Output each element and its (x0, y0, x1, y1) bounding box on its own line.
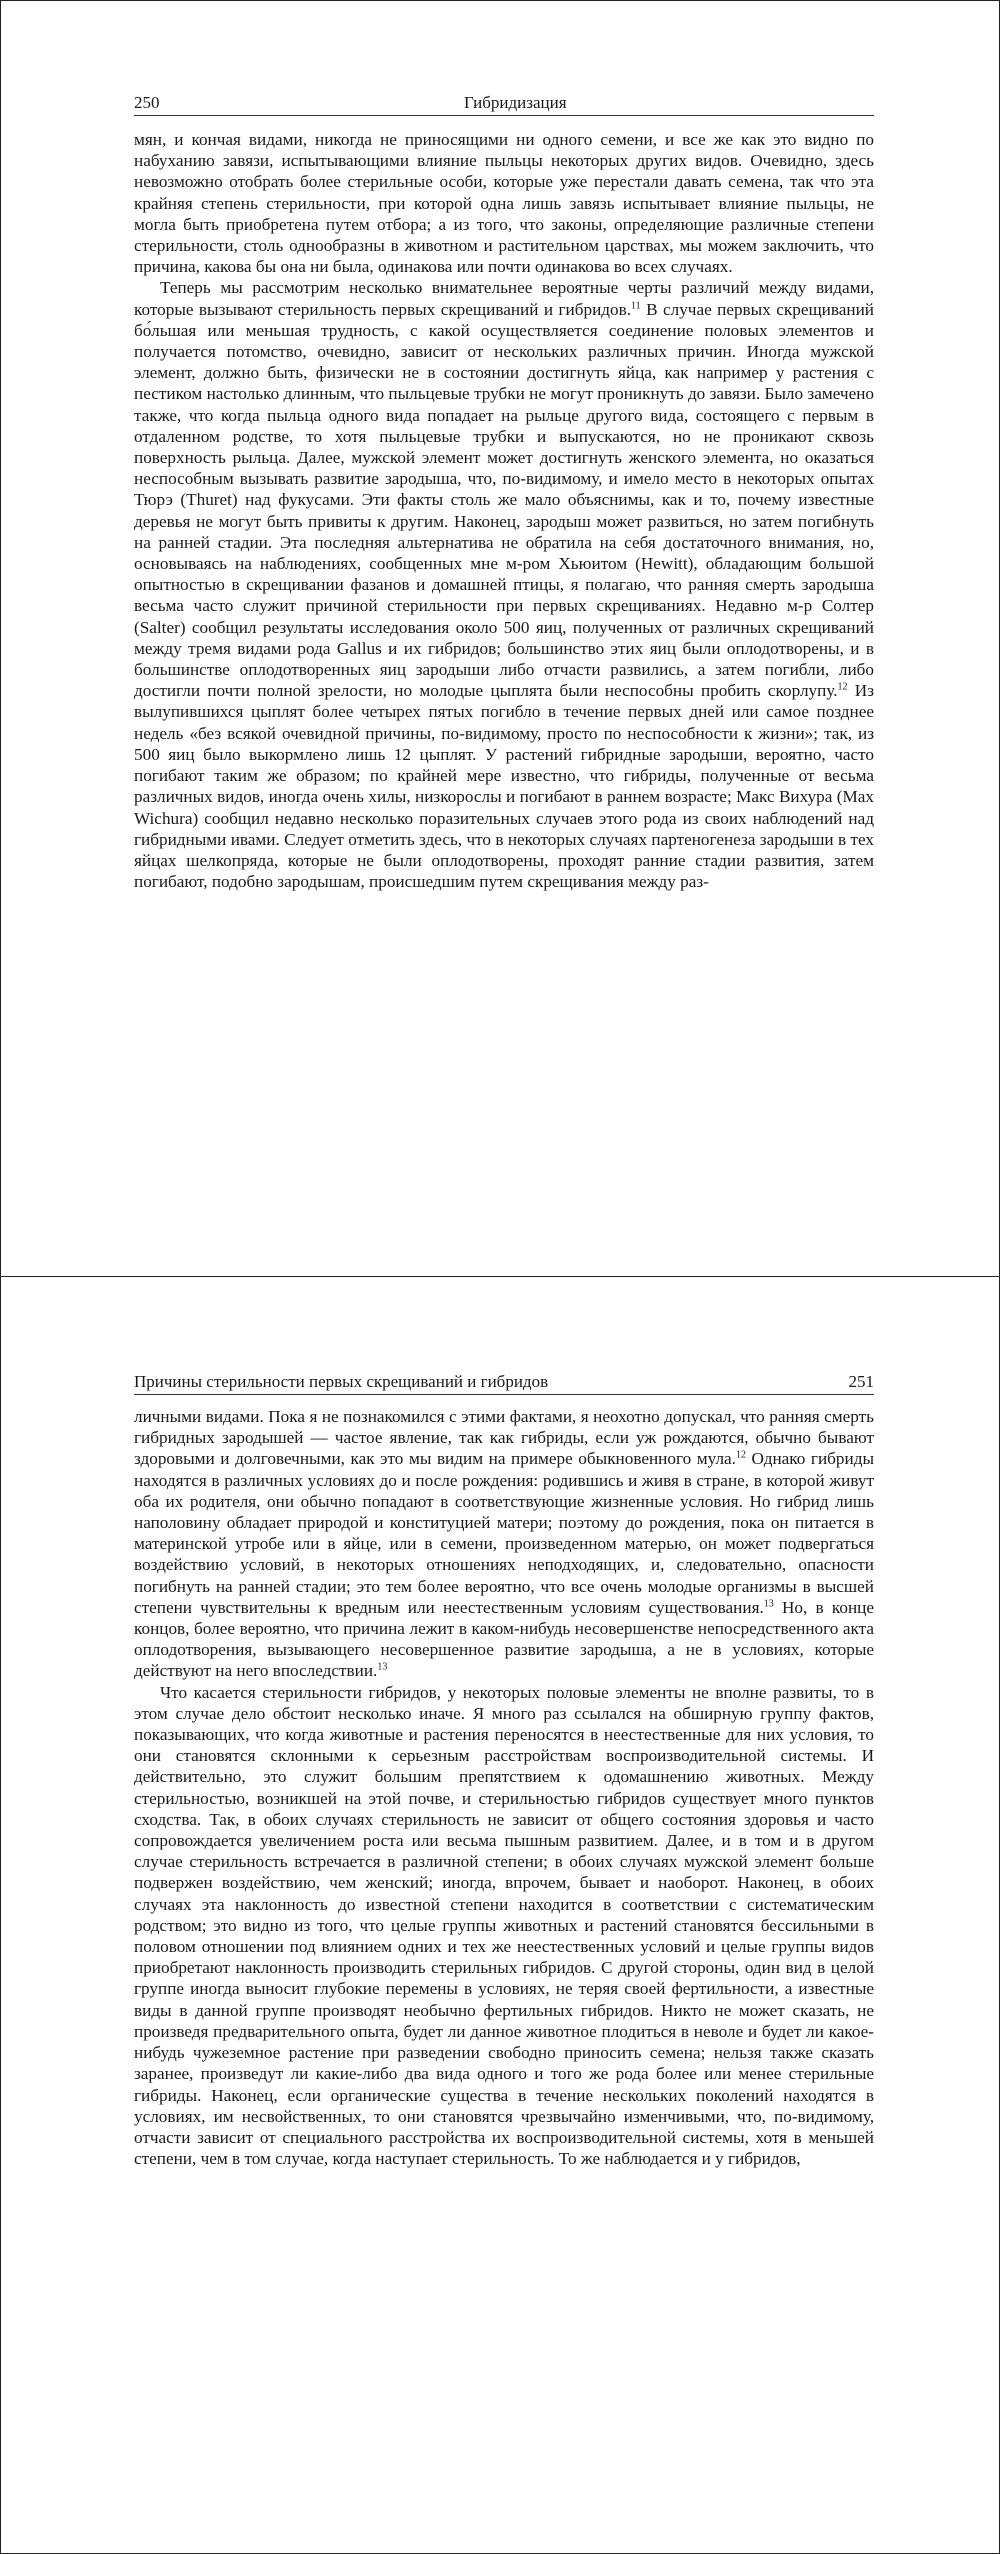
body-text (134, 1406, 874, 2169)
text-run: Однако гибриды находятся в различных условиях до и после рождения: родившись и живя в стране, в которой живут оба их родителя, они обычно попадают в соответствующие жизненные условия. Но гибрид лишь наполовину обладает природой и конституцией матери; поэтому до рождения, пока он питается в материнской утробе или в яйце, или в семени, произведенном матерью, он может подвергаться воздействию условий, в некоторых отношениях неподходящих, и, следовательно, опасности погибнуть на ранней стадии; это тем более вероятно, что все очень молодые организмы в высшей степени чувствительны к вредным или неестественным условиям существования. (134, 1449, 874, 1617)
paragraph (134, 1682, 874, 2170)
footnote-marker: 11 (631, 299, 641, 311)
text-run: В случае первых скрещиваний бо́льшая или меньшая трудность, с какой осуществляется соединение половых элементов и получается потомство, очевидно, зависит от нескольких различных причин. Иногда мужской элемент, должно быть, физически не в состоянии достигнуть яйца, как например у растения с пестиком настолько длинным, что пыльцевые трубки не могут проникнуть до завязи. Было замечено также, что когда пыльца одного вида попадает на рыльце другого вида, состоящего с первым в отдаленном родстве, то хотя пыльцевые трубки и выпускаются, но не проникают сквозь поверхность рыльца. Далее, мужской элемент может достигнуть женского элемента, но оказаться неспособным вызывать развитие зародыша, что, по-видимому, и имело место в некоторых опытах Тюрэ (Thuret) над фукусами. Эти факты столь же мало объяснимы, как и то, почему известные деревья не могут быть привиты к другим. Наконец, зародыш может развиться, но затем погибнуть на ранней стадии. Эта последняя альтернатива не обратила на себя достаточного внимания, но, основываясь на наблюдениях, сообщенных мне м-ром Хьюитом (Hewitt), обладающим большой опытностью в скрещивании фазанов и домашней птицы, я полагаю, что ранняя смерть зародыша весьма часто служит причиной стерильности при первых скрещиваниях. Недавно м-р Солтер (Salter) сообщил результаты исследования около 500 яиц, полученных от различных скрещиваний между тремя видами рода Gallus и их гибридов; большинство этих яиц были оплодотворены, и в большинстве оплодотворенных яиц зародыши либо отчасти развились, а затем погибли, либо достигли почти полной зрелости, но молодые цыплята были неспособны пробить скорлупу. (134, 299, 874, 701)
text-run: Но, в конце концов, более вероятно, что причина лежит в каком-нибудь несовершенстве непосредственного акта оплодотворения, вызывающего несовершенное развитие зародыша, а не в условиях, которые действуют на него впоследствии. (134, 1597, 875, 1681)
page-number: 251 (848, 1372, 874, 1391)
paragraph (134, 1406, 874, 1682)
text-run: личными видами. Пока я не познакомился с этими фактами, я неохотно допускал, что ранняя смерть гибридных зародышей — частое явление, так как гибриды, если уж рождаются, обычно бывают здоровыми и долговечными, как это мы видим на примере обыкновенного мула. (134, 1407, 874, 1469)
running-head (134, 93, 874, 116)
footnote-marker: 12 (837, 681, 848, 693)
running-title: Гибридизация (464, 93, 567, 112)
running-head (134, 1372, 874, 1395)
page-251 (0, 1277, 1000, 2554)
text-run: Что касается стерильности гибридов, у некоторых половые элементы не вполне развиты, то в этом случае дело обстоит несколько иначе. Я много раз ссылался на обширную группу фактов, показывающих, что когда животные и растения переносятся в неестественные для них условия, то они становятся склонными к серьезным расстройствам воспроизводительной системы. И действительно, это служит большим препятствием к одомашнению животных. Между стерильностью, возникшей на этой почве, и стерильностью гибридов существует много пунктов сходства. Так, в обоих случаях стерильность не зависит от общего состояния здоровья и часто сопровождается увеличением роста или весьма пышным развитием. Далее, и в том и в другом случае стерильность встречается в различной степени; в обоих случаях мужской элемент больше подвержен воздействию, чем женский; иногда, впрочем, бывает и наоборот. Наконец, в обоих случаях эта наклонность до известной степени находится в соответствии с систематическим родством; это видно из того, что целые группы животных и растений становятся бессильными в половом отношении под влиянием одних и тех же неестественных условий и целые группы видов приобретают наклонность производить стерильных гибридов. С другой стороны, один вид в целой группе иногда выносит глубокие перемены в условиях, не теряя своей фертильности, а известные виды в данной группе производят необычно фертильных гибридов. Никто не может сказать, не произведя предварительного опыта, будет ли данное животное плодиться в неволе и будет ли какое-нибудь чужеземное растение при разведении свободно приносить семена; нельзя также сказать заранее, произведут ли какие-либо два вида одного и того же рода более или менее стерильные гибриды. Наконец, если органические существа в течение нескольких поколений находятся в условиях, им несвойственных, то они становятся чрезвычайно изменчивыми, что, по-видимому, отчасти зависит от специального расстройства их воспроизводительной системы, хотя в меньшей степени, чем в том случае, когда наступает стерильность. То же наблюдается и у гибридов, (134, 1682, 874, 2169)
paragraph (134, 277, 874, 892)
text-run: мян, и кончая видами, никогда не приносящими ни одного семени, и все же как это видно по набуханию завязи, испытывающими влияние пыльцы некоторых других видов. Очевидно, здесь невозможно отобрать более стерильные особи, которые уже перестали давать семена, так что эта крайняя степень стерильности, при которой одна лишь завязь испытывает влияние пыльцы, не могла быть приобретена путем отбора; а из того, что законы, определяющие различные степени стерильности, столь однообразны в животном и растительном царствах, мы можем заключить, что причина, какова бы она ни была, одинакова или почти одинакова во всех случаях. (134, 130, 874, 277)
text-run: Из вылупившихся цыплят более четырех пятых погибло в течение первых дней или самое позднее недель «без всякой очевидной причины, по-видимому, просто по неспособности к жизни»; так, из 500 яиц было выкормлено лишь 12 цыплят. У растений гибридные зародыши, вероятно, часто погибают таким же образом; по крайней мере известно, что гибриды, полученные от весьма различных видов, иногда очень хилы, низкорослы и погибают в раннем возрасте; Макс Вихура (Max Wichura) сообщил недавно несколько поразительных случаев этого рода из своих наблюдений над гибридными ивами. Следует отметить здесь, что в некоторых случаях партеногенеза зародыши в тех яйцах шелкопряда, которые не были оплодотворены, проходят ранние стадии развития, затем погибают, подобно зародышам, происшедшим путем скрещивания между раз- (134, 681, 874, 892)
footnote-marker: 13 (377, 1661, 388, 1673)
page-250 (0, 0, 1000, 1277)
page-number: 250 (134, 93, 160, 112)
running-title: Причины стерильности первых скрещиваний и гибридов (134, 1372, 549, 1391)
paragraph (134, 129, 874, 277)
footnote-marker: 12 (735, 1449, 746, 1461)
text-run: Теперь мы рассмотрим несколько внимательнее вероятные черты различий между видами, которые вызывают стерильность первых скрещиваний и гибридов. (134, 278, 874, 319)
footnote-marker: 13 (763, 1598, 774, 1610)
body-text (134, 129, 874, 892)
